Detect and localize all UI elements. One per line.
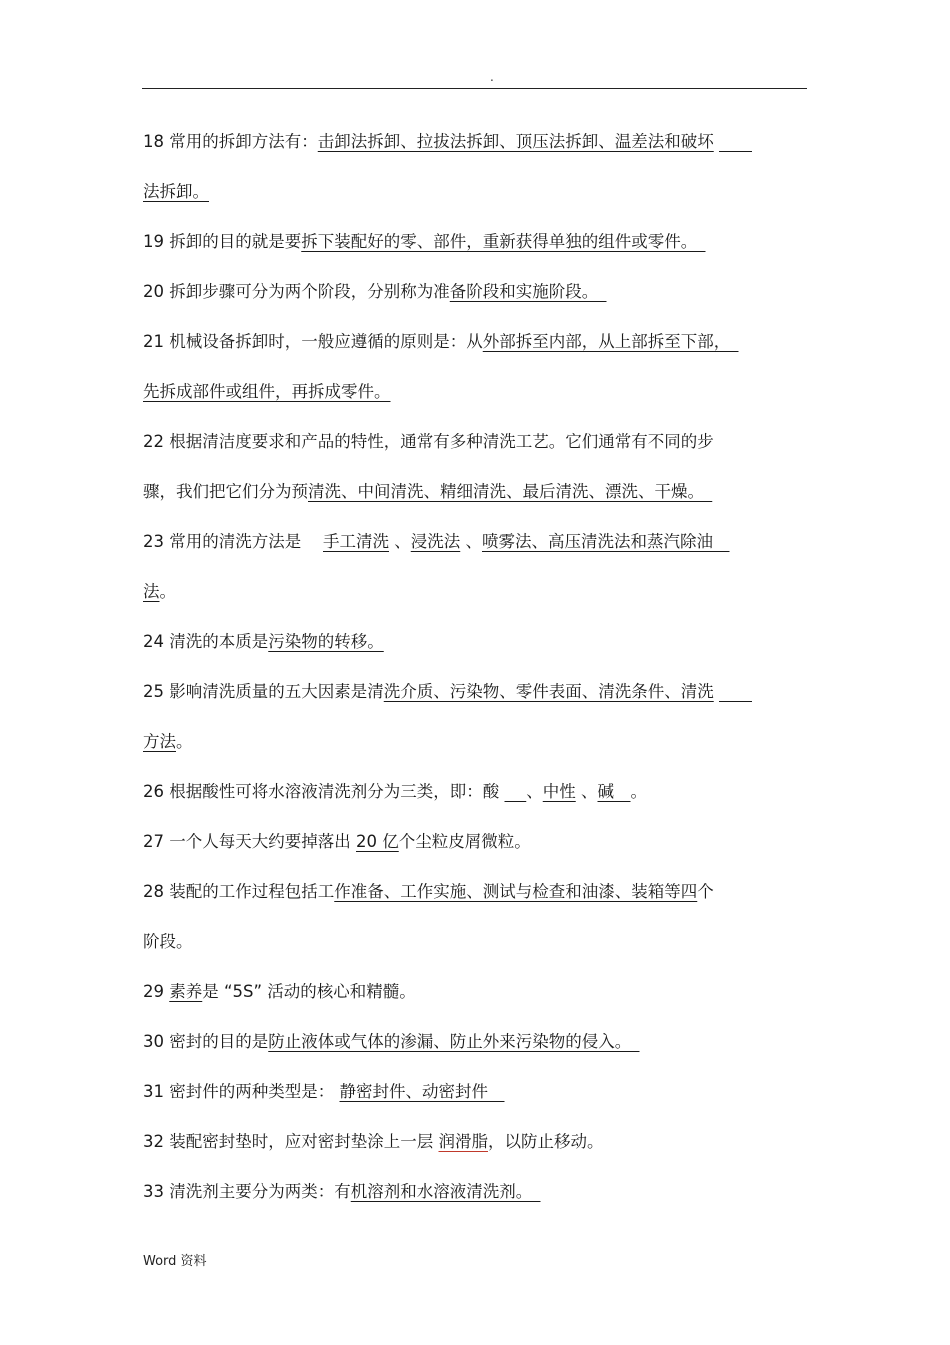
underlined-answer: 手工清洗 (323, 532, 389, 551)
text-line (143, 324, 808, 374)
question-text: 骤，我们把它们分为预 (143, 482, 308, 501)
underlined-answer: 碱 (597, 782, 631, 801)
header-mark: . (490, 70, 494, 84)
underlined-answer: 污染物的转移。 (268, 632, 384, 651)
underlined-answer: 防止液体或气体的渗漏、防止外来污染物的侵入。 (268, 1032, 640, 1051)
text-line (143, 674, 808, 724)
question-text: 28 装配的工作过程包括工 (143, 882, 335, 901)
underlined-answer: 润滑脂 (438, 1132, 488, 1151)
question-text: 、 (460, 532, 482, 551)
text-line (143, 574, 808, 624)
text-line (143, 974, 808, 1024)
question-text: 33 清洗剂主要分为两类：有 (143, 1182, 351, 1201)
text-line (143, 174, 808, 224)
underlined-answer: 浸洗法 (410, 532, 461, 551)
question-text: 是 “5S” 活动的核心和精髓。 (202, 982, 416, 1001)
question-text: 18 常用的拆卸方法有： (143, 132, 318, 151)
question-text: 。 (630, 782, 647, 801)
underlined-answer: 方法 (143, 732, 176, 751)
underlined-answer: 击卸法拆卸、拉拔法拆卸、顶压法拆卸、温差法和破坏 (317, 132, 714, 151)
text-line (143, 774, 808, 824)
underlined-answer: 备阶段和实施阶段。 (449, 282, 607, 301)
question-text: 32 装配密封垫时，应对密封垫涂上一层 (143, 1132, 439, 1151)
underlined-answer: 先拆成部件或组件，再拆成零件。 (143, 382, 391, 401)
text-line (143, 1074, 808, 1124)
question-text: 个 (697, 882, 714, 901)
question-text: 19 拆卸的目的就是要 (143, 232, 302, 251)
question-text: ，以防止移动。 (488, 1132, 604, 1151)
text-line (143, 724, 808, 774)
text-line (143, 1024, 808, 1074)
underlined-answer: 洗介质、污染物、零件表面、清洗条件、清洗 (383, 682, 714, 701)
question-text: 30 密封的目的是 (143, 1032, 269, 1051)
text-line (143, 374, 808, 424)
text-line (143, 1124, 808, 1174)
underlined-answer: 法 (143, 582, 160, 601)
text-line (143, 824, 808, 874)
question-text: 31 密封件的两种类型是： (143, 1082, 340, 1101)
question-text: 个尘粒皮屑微粒。 (398, 832, 531, 851)
text-line (143, 874, 808, 924)
question-text: 24 清洗的本质是 (143, 632, 269, 651)
question-text: 23 常用的清洗方法是 (143, 532, 323, 551)
underlined-answer: 20 亿 (356, 832, 399, 851)
text-line (143, 924, 808, 974)
text-line (143, 1174, 808, 1224)
underlined-answer: 中性 (542, 782, 576, 801)
underlined-answer (505, 782, 527, 801)
question-text: 20 拆卸步骤可分为两个阶段，分别称为准 (143, 282, 450, 301)
footer-label: Word 资料 (143, 1254, 207, 1269)
question-text: 。 (176, 732, 193, 751)
text-line (143, 224, 808, 274)
underlined-answer: 机溶剂和水溶液清洗剂。 (350, 1182, 541, 1201)
question-text: 。 (159, 582, 176, 601)
underlined-answer: 素养 (169, 982, 203, 1001)
underlined-answer: 静密封件、动密封件 (339, 1082, 505, 1101)
text-line (143, 624, 808, 674)
underlined-answer: 拆下装配好的零、部件，重新获得单独的组件或零件。 (301, 232, 706, 251)
text-line (143, 524, 808, 574)
underlined-answer: 清洗、中间清洗、精细清洗、最后清洗、漂洗、干燥。 (308, 482, 713, 501)
question-text: 、 (389, 532, 411, 551)
underlined-answer (713, 532, 730, 551)
question-text: 26 根据酸性可将水溶液清洗剂分为三类，即：酸 (143, 782, 505, 801)
question-text: 27 一个人每天大约要掉落出 (143, 832, 356, 851)
question-text: 阶段。 (143, 932, 193, 951)
underlined-answer (719, 132, 752, 151)
question-text: 21 机械设备拆卸时，一般应遵循的原则是：从 (143, 332, 483, 351)
underlined-answer: 作准备、工作实施、测试与检查和油漆、装箱等四 (334, 882, 698, 901)
question-text: 25 影响清洗质量的五大因素是清 (143, 682, 384, 701)
underlined-answer: 法拆卸。 (143, 182, 209, 201)
question-text: 、 (575, 782, 598, 801)
question-text: 、 (526, 782, 543, 801)
text-line (143, 474, 808, 524)
text-line (143, 124, 808, 174)
underlined-answer (719, 682, 752, 701)
text-line (143, 274, 808, 324)
question-text: 22 根据清洁度要求和产品的特性，通常有多种清洗工艺。它们通常有不同的步 (143, 432, 714, 451)
question-text: 29 (143, 982, 170, 1001)
header-rule (142, 88, 807, 89)
text-line (143, 424, 808, 474)
underlined-answer: 喷雾法、高压清洗法和蒸汽除油 (482, 532, 713, 551)
question-list (143, 124, 808, 1224)
underlined-answer: 外部拆至内部，从上部拆至下部， (482, 332, 739, 351)
